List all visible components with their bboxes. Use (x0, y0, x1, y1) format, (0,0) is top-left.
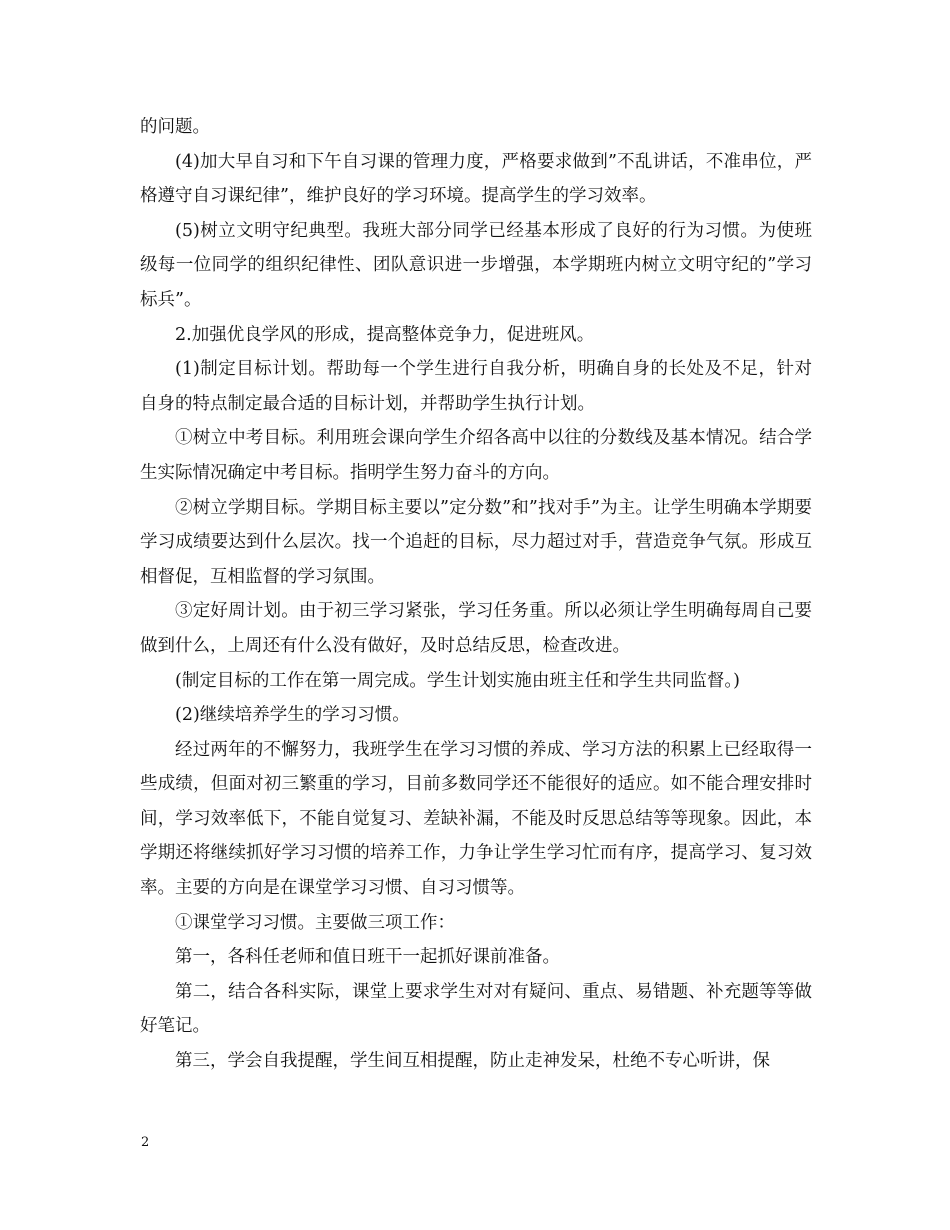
paragraph: (1)制定目标计划。帮助每一个学生进行自我分析，明确自身的长处及不足，针对自身的特点制定最合适的目标计划，并帮助学生执行计划。 (140, 359, 812, 414)
document-body (140, 110, 812, 1079)
paragraph: ③定好周计划。由于初三学习紧张，学习任务重。所以必须让学生明确每周自己要做到什么，上周还有什么没有做好，及时总结反思，检查改进。 (140, 601, 812, 656)
paragraph: (5)树立文明守纪典型。我班大部分同学已经基本形成了良好的行为习惯。为使班级每一位同学的组织纪律性、团队意识进一步增强，本学期班内树立文明守纪的”学习标兵”。 (140, 220, 812, 310)
section-heading: 2.加强优良学风的形成，提高整体竞争力，促进班风。 (175, 324, 595, 345)
paragraph: 的问题。 (140, 117, 210, 137)
page-number: 2 (141, 1135, 150, 1150)
paragraph: ①树立中考目标。利用班会课向学生介绍各高中以往的分数线及基本情况。结合学生实际情况确定中考目标。指明学生努力奋斗的方向。 (140, 428, 812, 483)
paragraph: 经过两年的不懈努力，我班学生在学习习惯的养成、学习方法的积累上已经取得一些成绩，但面对初三繁重的学习，目前多数同学还不能很好的适应。如不能合理安排时间，学习效率低下，不能自觉复习、差缺补漏，不能及时反思总结等等现象。因此，本学期还将继续抓好学习习惯的培养工作，力争让学生学习忙而有序，提高学习、复习效率。主要的方向是在课堂学习习惯、自习习惯等。 (140, 739, 812, 899)
paragraph: (制定目标的工作在第一周完成。学生计划实施由班主任和学生共同监督。) (175, 670, 740, 691)
subsection-heading: (2)继续培养学生的学习习惯。 (175, 705, 410, 726)
paragraph: (4)加大早自习和下午自习课的管理力度，严格要求做到”不乱讲话，不准串位，严格遵守自习课纪律”，维护良好的学习环境。提高学生的学习效率。 (140, 151, 812, 207)
paragraph: ①课堂学习习惯。主要做三项工作： (175, 912, 455, 933)
paragraph: ②树立学期目标。学期目标主要以”定分数”和”找对手”为主。让学生明确本学期要学习成绩要达到什么层次。找一个追赶的目标，尽力超过对手，营造竞争气氛。形成互相督促，互相监督的学习氛围。 (140, 497, 812, 587)
paragraph: 第二，结合各科实际，课堂上要求学生对对有疑问、重点、易错题、补充题等等做好笔记。 (140, 981, 812, 1037)
paragraph: 第一，各科任老师和值日班干一起抓好课前准备。 (175, 947, 560, 968)
paragraph: 第三，学会自我提醒，学生间互相提醒，防止走神发呆，杜绝不专心听讲，保 (175, 1051, 770, 1072)
